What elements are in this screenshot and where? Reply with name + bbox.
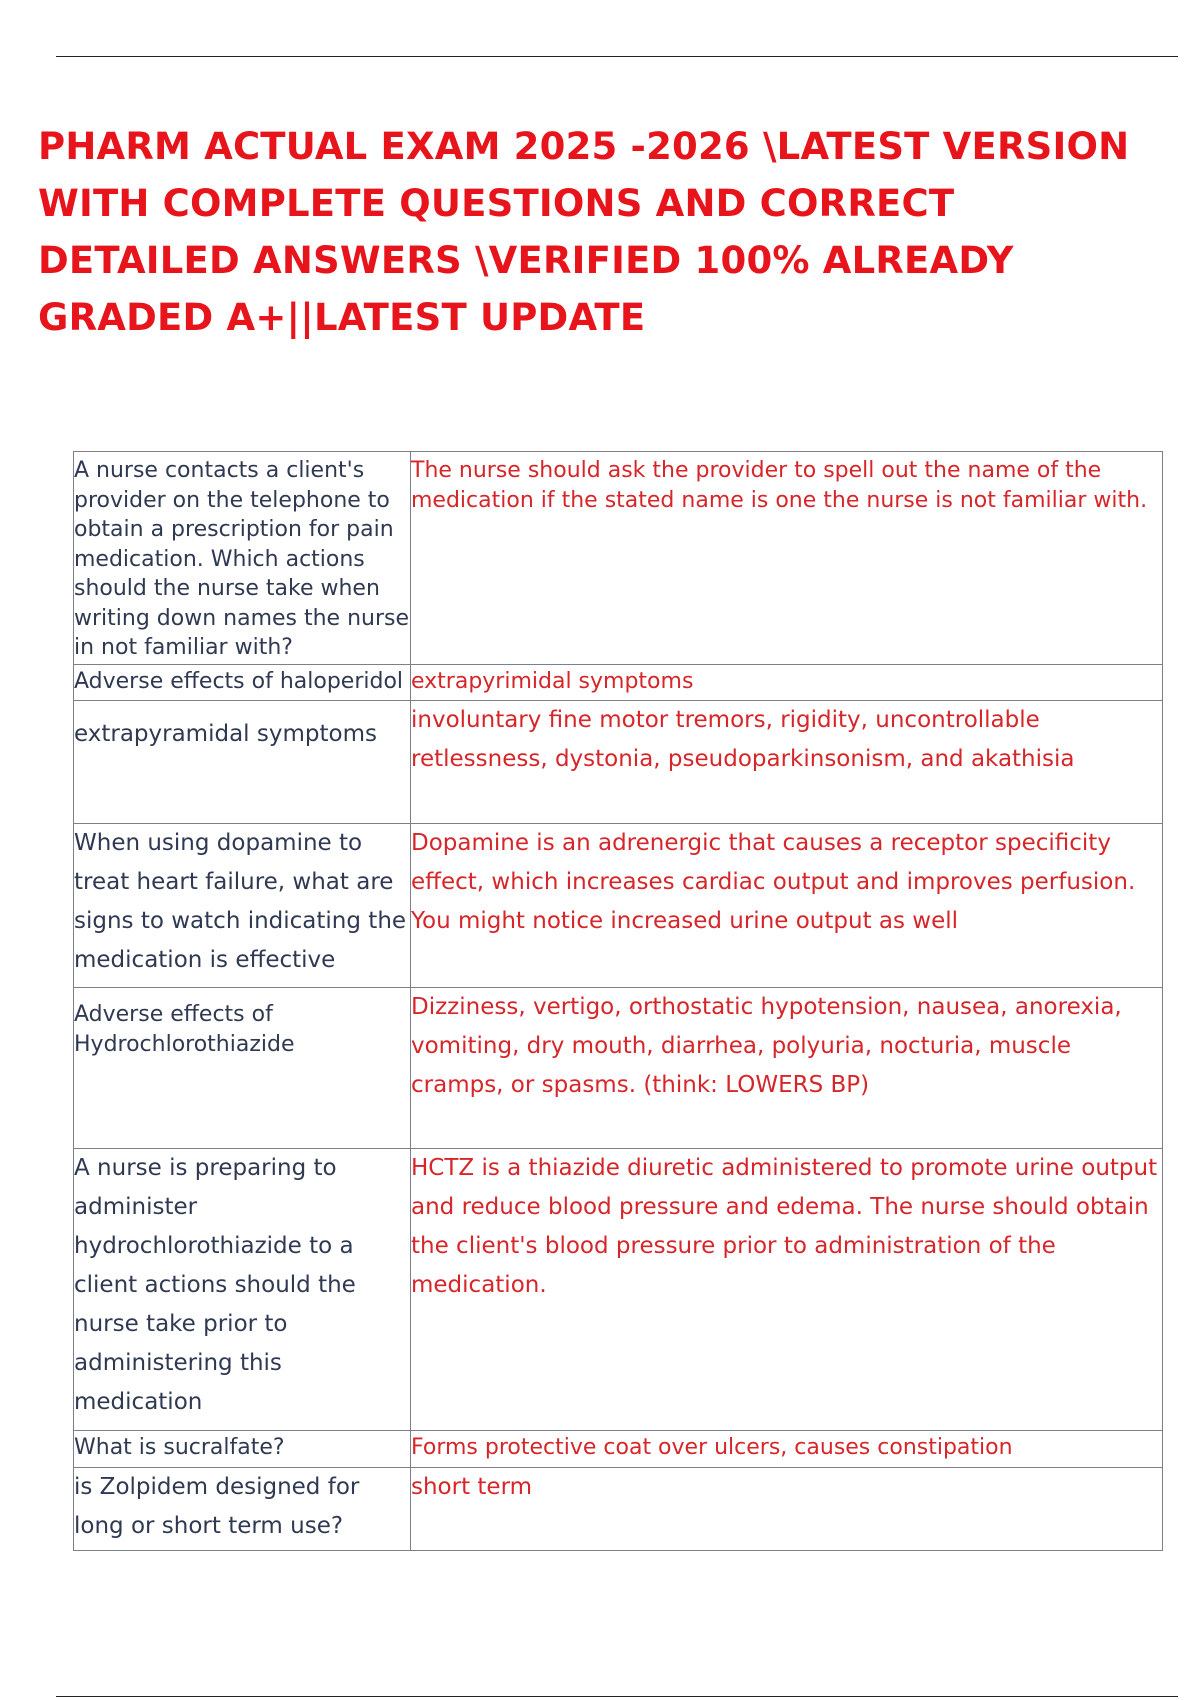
answer-cell: short term: [411, 1468, 1163, 1551]
table-row: [74, 452, 1163, 665]
question-cell: A nurse is preparing to administer hydrochlorothiazide to a client actions should the nurse take prior to administering this medication: [74, 1149, 411, 1431]
answer-cell: The nurse should ask the provider to spell out the name of the medication if the stated name is one the nurse is not familiar with.: [411, 452, 1163, 665]
question-cell: What is sucralfate?: [74, 1431, 411, 1468]
table-row: [74, 701, 1163, 824]
question-cell: Adverse effects of Hydrochlorothiazide: [74, 988, 411, 1149]
question-cell: is Zolpidem designed for long or short term use?: [74, 1468, 411, 1551]
question-cell: Adverse effects of haloperidol: [74, 665, 411, 701]
qa-table: [73, 451, 1163, 1551]
bottom-rule: [56, 1696, 1178, 1697]
question-cell: extrapyramidal symptoms: [74, 701, 411, 824]
table-row: [74, 1149, 1163, 1431]
question-cell: A nurse contacts a client's provider on the telephone to obtain a prescription for pain medication. Which actions should the nurse take when writing down names the nurse in not familiar with?: [74, 452, 411, 665]
document-title: PHARM ACTUAL EXAM 2025 -2026 \LATEST VERSION WITH COMPLETE QUESTIONS AND CORRECT DETAILED ANSWERS \VERIFIED 100% ALREADY GRADED A+||LATEST UPDATE: [38, 125, 1130, 339]
question-cell: When using dopamine to treat heart failure, what are signs to watch indicating the medication is effective: [74, 824, 411, 988]
answer-cell: Forms protective coat over ulcers, causes constipation: [411, 1431, 1163, 1468]
table-row: [74, 824, 1163, 988]
table-row: [74, 665, 1163, 701]
table-row: [74, 988, 1163, 1149]
answer-cell: Dopamine is an adrenergic that causes a receptor specificity effect, which increases cardiac output and improves perfusion. You might notice increased urine output as well: [411, 824, 1163, 988]
table-row: [74, 1468, 1163, 1551]
answer-cell: HCTZ is a thiazide diuretic administered to promote urine output and reduce blood pressure and edema. The nurse should obtain the client's blood pressure prior to administration of the medication.: [411, 1149, 1163, 1431]
answer-cell: involuntary fine motor tremors, rigidity, uncontrollable retlessness, dystonia, pseudoparkinsonism, and akathisia: [411, 701, 1163, 824]
answer-cell: Dizziness, vertigo, orthostatic hypotension, nausea, anorexia, vomiting, dry mouth, diarrhea, polyuria, nocturia, muscle cramps, or spasms. (think: LOWERS BP): [411, 988, 1163, 1149]
top-rule: [56, 56, 1178, 57]
table-row: [74, 1431, 1163, 1468]
answer-cell: extrapyrimidal symptoms: [411, 665, 1163, 701]
